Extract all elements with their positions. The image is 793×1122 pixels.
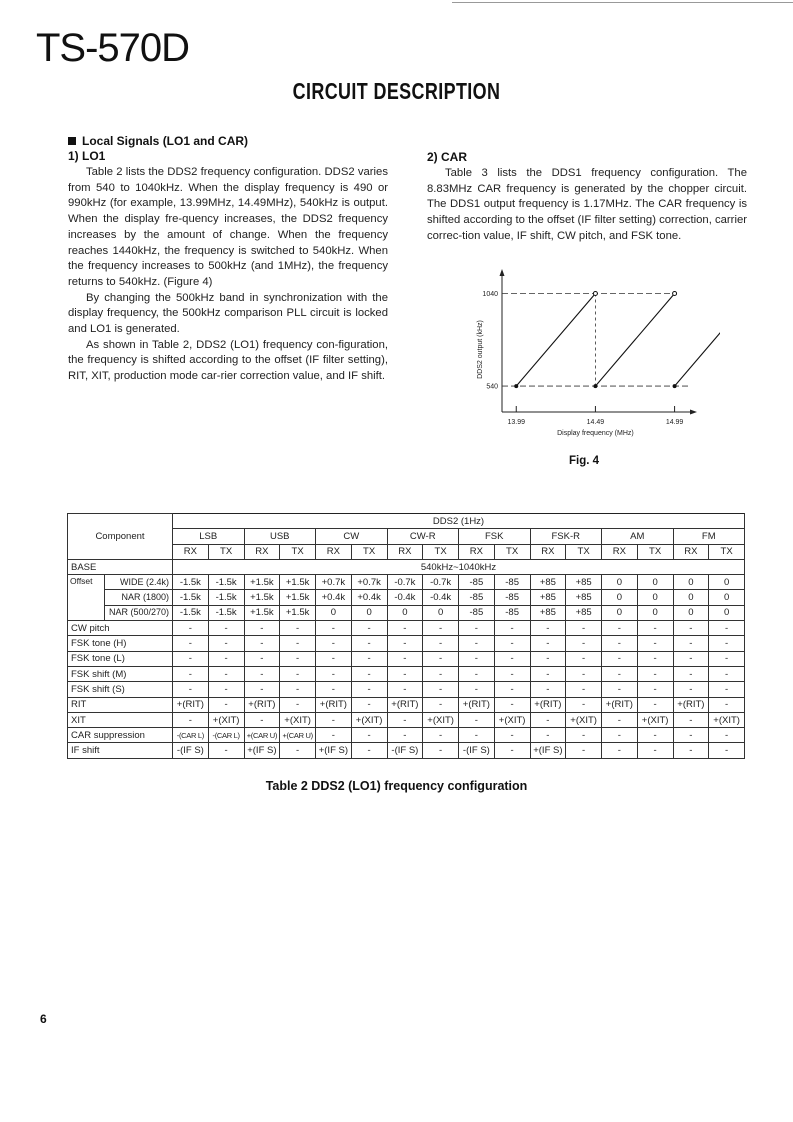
table-cell: - <box>316 636 352 651</box>
table-cell: - <box>208 636 244 651</box>
table-cell: - <box>494 697 530 712</box>
table-cell: -0.4k <box>423 590 459 605</box>
table-cell: -(IF S) <box>387 743 423 758</box>
table-cell: - <box>173 621 209 636</box>
table-cell: -1.5k <box>173 575 209 590</box>
offset-sub-label: NAR (1800) <box>105 590 173 605</box>
x-tick-label: 13.99 <box>507 419 526 426</box>
table-cell: - <box>173 636 209 651</box>
tx-header: TX <box>637 544 673 559</box>
x-axis-arrow-icon <box>690 410 697 415</box>
lo1-paragraph: As shown in Table 2, DDS2 (LO1) frequency con-figuration, the frequency is shifted according to the offset (IF filter setting), RIT, XIT, production mode car-rier correction value, and IF shift. <box>68 338 388 383</box>
table-cell: - <box>673 682 709 697</box>
row-label: IF shift <box>68 743 173 758</box>
chart-plot <box>477 269 720 437</box>
mode-header: USB <box>244 529 316 544</box>
table-cell: - <box>602 743 638 758</box>
table-cell: +85 <box>566 605 602 620</box>
table-cell: -(CAR L) <box>173 728 209 743</box>
row-label: CAR suppression <box>68 728 173 743</box>
tx-header: TX <box>423 544 459 559</box>
table-cell: 0 <box>673 590 709 605</box>
table-cell: - <box>423 621 459 636</box>
table-row <box>68 712 745 727</box>
mode-header: FSK-R <box>530 529 602 544</box>
table-cell: +85 <box>530 605 566 620</box>
table-cell: +(XIT) <box>208 712 244 727</box>
table-cell: +1.5k <box>244 605 280 620</box>
table-cell: +1.5k <box>244 575 280 590</box>
table-cell: - <box>709 621 745 636</box>
table-cell: +(RIT) <box>244 697 280 712</box>
table-cell: - <box>494 682 530 697</box>
table-cell: - <box>173 682 209 697</box>
row-label: CW pitch <box>68 621 173 636</box>
table-row <box>68 575 745 590</box>
series-line-segment <box>595 294 674 387</box>
page-number: 6 <box>40 1012 47 1026</box>
table-cell: +(IF S) <box>316 743 352 758</box>
table-cell: - <box>530 636 566 651</box>
offset-sub-label: NAR (500/270) <box>105 605 173 620</box>
table-cell: - <box>387 636 423 651</box>
table-cell: +85 <box>566 575 602 590</box>
table-cell: - <box>244 636 280 651</box>
rx-header: RX <box>244 544 280 559</box>
table-cell: -1.5k <box>173 605 209 620</box>
model-name: TS-570D <box>36 26 190 70</box>
series-line-segment <box>675 321 720 386</box>
table-cell: - <box>387 712 423 727</box>
table-cell: - <box>602 636 638 651</box>
table-cell: - <box>637 682 673 697</box>
series-line-segment <box>516 294 595 387</box>
table-cell: - <box>602 621 638 636</box>
row-label: FSK shift (M) <box>68 666 173 681</box>
table-cell: - <box>566 728 602 743</box>
table-cell: - <box>459 651 495 666</box>
table-cell: - <box>387 728 423 743</box>
table-row <box>68 651 745 666</box>
lo1-paragraph: By changing the 500kHz band in synchronization with the display frequency, the 500kHz comparison PLL circuit is locked and LO1 is generated. <box>68 291 388 336</box>
table-cell: - <box>351 651 387 666</box>
table-cell: - <box>173 651 209 666</box>
table-cell: +(RIT) <box>530 697 566 712</box>
table-header-row <box>68 514 745 529</box>
table-cell: +(XIT) <box>280 712 316 727</box>
row-label: FSK tone (H) <box>68 636 173 651</box>
rx-header: RX <box>316 544 352 559</box>
table-row <box>68 621 745 636</box>
table-cell: - <box>459 728 495 743</box>
table-cell: -0.4k <box>387 590 423 605</box>
car-heading: 2) CAR <box>427 150 468 164</box>
table-cell: +85 <box>530 590 566 605</box>
table-cell: +85 <box>566 590 602 605</box>
table-caption: Table 2 DDS2 (LO1) frequency configuration <box>265 779 528 793</box>
table-row <box>68 743 745 758</box>
table-cell: 0 <box>602 590 638 605</box>
table-cell: +(RIT) <box>673 697 709 712</box>
table-cell: - <box>494 621 530 636</box>
table-cell: - <box>351 743 387 758</box>
table-cell: +(XIT) <box>709 712 745 727</box>
table-cell: - <box>280 621 316 636</box>
table-cell: +(XIT) <box>637 712 673 727</box>
table-cell: - <box>459 712 495 727</box>
table-cell: - <box>673 636 709 651</box>
page-title: CIRCUIT DESCRIPTION <box>292 78 501 104</box>
mode-header: LSB <box>173 529 245 544</box>
table-cell: - <box>423 651 459 666</box>
table-cell: 0 <box>602 605 638 620</box>
table-cell: +85 <box>530 575 566 590</box>
section-title <box>68 134 248 148</box>
table-cell: - <box>530 682 566 697</box>
row-label: XIT <box>68 712 173 727</box>
x-tick-label: 14.49 <box>586 419 605 426</box>
table-cell: - <box>459 621 495 636</box>
tx-header: TX <box>566 544 602 559</box>
table-cell: - <box>530 651 566 666</box>
table-cell: -85 <box>459 590 495 605</box>
table-cell: - <box>709 651 745 666</box>
table-cell: - <box>173 712 209 727</box>
figure-caption: Fig. 4 <box>569 455 600 467</box>
table-cell: - <box>673 621 709 636</box>
table-cell: - <box>459 666 495 681</box>
table-cell: - <box>709 636 745 651</box>
table-cell: - <box>208 697 244 712</box>
tx-header: TX <box>280 544 316 559</box>
table-cell: - <box>494 666 530 681</box>
y-tick-label: 540 <box>486 383 498 391</box>
car-text <box>427 166 747 245</box>
table-cell: - <box>673 712 709 727</box>
data-point <box>593 292 597 296</box>
rx-header: RX <box>387 544 423 559</box>
table-cell: - <box>387 666 423 681</box>
table-cell: - <box>316 728 352 743</box>
table-cell: - <box>637 728 673 743</box>
table-cell: 0 <box>709 605 745 620</box>
mode-header: FM <box>673 529 745 544</box>
table-cell: - <box>208 743 244 758</box>
table-cell: - <box>459 682 495 697</box>
table-cell: - <box>637 651 673 666</box>
table-cell: 0 <box>637 605 673 620</box>
table-cell: - <box>637 743 673 758</box>
table-cell: - <box>494 743 530 758</box>
x-axis-label: Display frequency (MHz) <box>557 430 634 437</box>
table-cell: - <box>530 621 566 636</box>
dds2-table <box>67 513 745 759</box>
tx-header: TX <box>208 544 244 559</box>
table-cell: - <box>423 666 459 681</box>
table-cell: +(CAR U) <box>244 728 280 743</box>
offset-label: Offset <box>68 575 105 621</box>
table-cell: - <box>673 728 709 743</box>
row-label: BASE <box>68 559 173 574</box>
table-cell: +1.5k <box>244 590 280 605</box>
table-cell: - <box>316 651 352 666</box>
table-cell: - <box>602 651 638 666</box>
table-cell: -(CAR L) <box>208 728 244 743</box>
table-cell: +(IF S) <box>530 743 566 758</box>
table-cell: - <box>351 636 387 651</box>
table-cell: - <box>351 697 387 712</box>
table-cell: - <box>423 697 459 712</box>
table-cell: 0 <box>709 575 745 590</box>
table-cell: +1.5k <box>280 575 316 590</box>
row-label: RIT <box>68 697 173 712</box>
table-cell: - <box>387 682 423 697</box>
table-cell: +0.4k <box>351 590 387 605</box>
table-cell: 0 <box>709 590 745 605</box>
table-row <box>68 636 745 651</box>
table-cell: -(IF S) <box>173 743 209 758</box>
rx-header: RX <box>173 544 209 559</box>
table-cell: - <box>637 636 673 651</box>
table-cell: - <box>566 666 602 681</box>
table-cell: - <box>494 636 530 651</box>
table-cell: -85 <box>494 590 530 605</box>
data-point <box>673 292 677 296</box>
table-cell: 0 <box>423 605 459 620</box>
lo1-paragraph: Table 2 lists the DDS2 frequency configuration. DDS2 varies from 540 to 1040kHz. When the display frequency is 490 or 990kHz (for example, 13.99MHz, 14.49MHz), 540kHz is output. When the display fre-quency increases, the DDS2 frequency increases by the amount of change. When the frequency reaches 1440kHz, the frequency is switched to 540kHz. When the frequency increases to 500kHz (and 1MHz), the frequency returns to 540kHz. (Figure 4) <box>68 166 388 288</box>
data-point <box>673 384 677 388</box>
table-cell: +(IF S) <box>244 743 280 758</box>
table-cell: - <box>316 712 352 727</box>
table-cell: - <box>566 636 602 651</box>
table-cell: -0.7k <box>387 575 423 590</box>
table-cell: -1.5k <box>173 590 209 605</box>
lo1-heading: 1) LO1 <box>68 149 106 163</box>
table-cell: -1.5k <box>208 605 244 620</box>
table-cell: +(CAR U) <box>280 728 316 743</box>
table-cell: - <box>208 651 244 666</box>
table-cell: - <box>637 621 673 636</box>
table-row <box>68 728 745 743</box>
mode-header: AM <box>602 529 674 544</box>
table-cell: -(IF S) <box>459 743 495 758</box>
table-cell: - <box>673 651 709 666</box>
table-cell: +1.5k <box>280 590 316 605</box>
table-cell: - <box>566 651 602 666</box>
table-cell: +(XIT) <box>566 712 602 727</box>
table-cell: - <box>280 697 316 712</box>
data-point <box>593 384 597 388</box>
table-cell: - <box>244 666 280 681</box>
table-cell: - <box>316 621 352 636</box>
top-rule <box>452 2 793 3</box>
table-cell: - <box>709 743 745 758</box>
table-cell: - <box>423 636 459 651</box>
row-label: FSK tone (L) <box>68 651 173 666</box>
table-cell: - <box>673 666 709 681</box>
table-cell: +(XIT) <box>351 712 387 727</box>
table-cell: -85 <box>459 605 495 620</box>
table-cell: - <box>280 666 316 681</box>
row-label: FSK shift (S) <box>68 682 173 697</box>
table-cell: +1.5k <box>280 605 316 620</box>
table-cell: +(RIT) <box>316 697 352 712</box>
table-row <box>68 697 745 712</box>
table-row <box>68 590 745 605</box>
y-tick-label: 1040 <box>482 291 498 299</box>
table-cell: 0 <box>351 605 387 620</box>
table-cell: 0 <box>673 605 709 620</box>
table-cell: - <box>530 666 566 681</box>
rx-header: RX <box>530 544 566 559</box>
mode-header: FSK <box>459 529 531 544</box>
car-paragraph: Table 3 lists the DDS1 frequency configuration. The 8.83MHz CAR frequency is generated by the chopper circuit. The DDS1 output frequency is 1.17MHz. The CAR frequency is shifted according to the offset (IF filter setting) correction, carrier correc-tion value, IF shift, CW pitch, and FSK tone. <box>427 167 748 242</box>
table-cell: - <box>459 636 495 651</box>
table-row <box>68 666 745 681</box>
y-axis-arrow-icon <box>500 269 505 276</box>
y-axis-label: DDS2 output (kHz) <box>477 320 484 379</box>
table-cell: 0 <box>673 575 709 590</box>
table-cell: - <box>709 697 745 712</box>
data-point <box>514 384 518 388</box>
table-cell: 0 <box>602 575 638 590</box>
rx-header: RX <box>673 544 709 559</box>
table-cell: - <box>602 666 638 681</box>
table-cell: - <box>351 728 387 743</box>
table-cell: +(RIT) <box>173 697 209 712</box>
table-cell: - <box>709 728 745 743</box>
table-cell: - <box>351 666 387 681</box>
table-cell: - <box>423 682 459 697</box>
offset-sub-label: WIDE (2.4k) <box>105 575 173 590</box>
table-cell: 0 <box>316 605 352 620</box>
table-cell: - <box>709 682 745 697</box>
table-cell: -85 <box>459 575 495 590</box>
table-cell: - <box>602 712 638 727</box>
rx-header: RX <box>602 544 638 559</box>
table-cell: - <box>208 621 244 636</box>
table-cell: -0.7k <box>423 575 459 590</box>
table-cell: - <box>530 712 566 727</box>
table-cell: - <box>280 636 316 651</box>
table-cell: +0.7k <box>316 575 352 590</box>
table-cell: - <box>387 621 423 636</box>
dds2-group-header: DDS2 (1Hz) <box>173 514 745 529</box>
table-cell: - <box>423 728 459 743</box>
table-cell: +(XIT) <box>494 712 530 727</box>
table-cell: - <box>208 666 244 681</box>
lo1-text <box>68 165 388 385</box>
table-row <box>68 682 745 697</box>
table-cell: - <box>423 743 459 758</box>
table-cell: - <box>566 621 602 636</box>
fig4-chart <box>460 265 720 445</box>
mode-header: CW-R <box>387 529 459 544</box>
table-cell: +(XIT) <box>423 712 459 727</box>
table-cell: - <box>637 666 673 681</box>
tx-header: TX <box>351 544 387 559</box>
table-cell: - <box>316 666 352 681</box>
table-cell: - <box>244 651 280 666</box>
table-cell: - <box>280 682 316 697</box>
table-cell: -85 <box>494 575 530 590</box>
table-cell: - <box>566 682 602 697</box>
table-cell: - <box>637 697 673 712</box>
table-cell: - <box>566 697 602 712</box>
table-cell: - <box>709 666 745 681</box>
table-cell: - <box>173 666 209 681</box>
table-row <box>68 559 745 574</box>
bullet-square-icon <box>68 137 76 145</box>
table-cell: +0.4k <box>316 590 352 605</box>
table-cell: - <box>244 712 280 727</box>
table-cell: - <box>566 743 602 758</box>
rx-header: RX <box>459 544 495 559</box>
section-title-text: Local Signals (LO1 and CAR) <box>82 134 249 148</box>
table-cell: - <box>351 621 387 636</box>
table-cell: - <box>280 743 316 758</box>
table-cell: 0 <box>637 575 673 590</box>
table-cell: - <box>602 682 638 697</box>
table-cell: - <box>494 728 530 743</box>
base-value: 540kHz~1040kHz <box>173 559 745 574</box>
table-cell: - <box>351 682 387 697</box>
table-cell: +(RIT) <box>459 697 495 712</box>
table-cell: - <box>244 682 280 697</box>
tx-header: TX <box>494 544 530 559</box>
tx-header: TX <box>709 544 745 559</box>
table-cell: - <box>673 743 709 758</box>
x-tick-label: 14.99 <box>665 419 684 426</box>
table-cell: - <box>208 682 244 697</box>
table-cell: - <box>494 651 530 666</box>
component-header: Component <box>68 514 173 560</box>
table-cell: +(RIT) <box>387 697 423 712</box>
table-cell: - <box>602 728 638 743</box>
table-cell: 0 <box>637 590 673 605</box>
table-cell: +(RIT) <box>602 697 638 712</box>
mode-header: CW <box>316 529 388 544</box>
table-cell: - <box>280 651 316 666</box>
table-row <box>68 605 745 620</box>
table-cell: -85 <box>494 605 530 620</box>
table-cell: - <box>316 682 352 697</box>
table-cell: - <box>387 651 423 666</box>
table-cell: - <box>244 621 280 636</box>
table-cell: - <box>530 728 566 743</box>
table-cell: 0 <box>387 605 423 620</box>
table-cell: -1.5k <box>208 575 244 590</box>
table-cell: -1.5k <box>208 590 244 605</box>
table-cell: +0.7k <box>351 575 387 590</box>
